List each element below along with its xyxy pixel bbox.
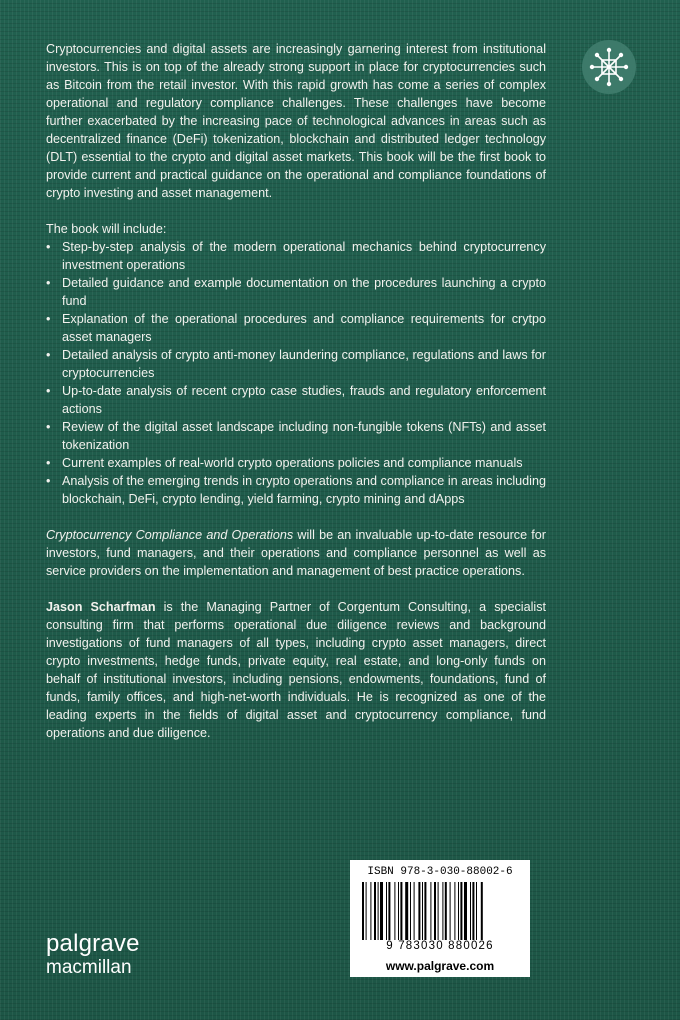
barcode-bar: [410, 882, 411, 940]
barcode-bar: [476, 882, 477, 940]
barcode-bar: [454, 882, 455, 940]
list-item: • Step-by-step analysis of the modern operational mechanics behind cryptocurrency investment operations: [62, 238, 546, 274]
barcode-bar: [414, 882, 415, 940]
barcode-number: 9 783030 880026: [386, 940, 494, 952]
publisher-logo-line1: palgrave: [46, 930, 140, 957]
barcode-bar: [445, 882, 447, 940]
publisher-logo-line2: macmillan: [46, 957, 132, 978]
barcode-bar: [458, 882, 459, 940]
barcode-bar: [438, 882, 439, 940]
barcode-bar: [380, 882, 383, 940]
barcode-bar: [464, 882, 467, 940]
barcode-bar: [424, 882, 426, 940]
barcode-bar: [422, 882, 423, 940]
summary-text: will be an invaluable up-to-date resource for investors, fund managers, and their operations and compliance personnel as well as service providers on the implementation and management of best practice operations.: [46, 528, 546, 578]
barcode-bar: [370, 882, 371, 940]
barcode-bar: [405, 882, 408, 940]
isbn-label: ISBN 978-3-030-88002-6: [367, 866, 513, 878]
barcode-bar: [400, 882, 402, 940]
publisher-logo: [46, 932, 140, 977]
barcode-bar: [430, 882, 431, 940]
list-item: • Current examples of real-world crypto operations policies and compliance manuals: [62, 454, 546, 472]
list-item: • Explanation of the operational procedures and compliance requirements for crytpo asset managers: [62, 310, 546, 346]
barcode-bar: [481, 882, 483, 940]
author-name: Jason Scharfman: [46, 600, 156, 614]
author-bio: is the Managing Partner of Corgentum Consulting, a specialist consulting firm that performs operational due diligence reviews and background investigations of fund managers of all types, including crypto asset managers, direct crypto investments, hedge funds, private equity, real estate, and long-only funds on behalf of institutional investors, including pensions, endowments, foundations, fund of funds, family offices, and high-net-worth individuals. He is recognized as one of the leading experts in the fields of digital asset and cryptocurrency compliance, fund operations and due diligence.: [46, 600, 546, 740]
intro-paragraph: Cryptocurrencies and digital assets are increasingly garnering interest from institutional investors. This is on top of the already strong support in place for cryptocurrencies such as Bitcoin from the retail investor. With this rapid growth has come a series of complex operational and regulatory compliance challenges. These challenges have become further exacerbated by the increasing pace of technological advances in areas such as decentralized finance (DeFi) tokenization, blockchain and distributed ledger technology (DLT) essential to the crypto and digital asset markets. This book will be the first book to provide current and practical guidance on the operational and compliance foundations of crypto investing and asset management.: [46, 42, 546, 200]
list-item: • Review of the digital asset landscape including non-fungible tokens (NFTs) and asset tokenization: [62, 418, 546, 454]
barcode-bar: [386, 882, 387, 940]
back-cover-text: [46, 40, 546, 760]
feature-list: [46, 238, 546, 508]
barcode-bar: [398, 882, 399, 940]
publisher-website: www.palgrave.com: [350, 955, 530, 977]
list-item: • Detailed guidance and example documentation on the procedures launching a crypto fund: [62, 274, 546, 310]
barcode-bar: [374, 882, 376, 940]
barcode-panel: [350, 860, 530, 962]
list-item: • Analysis of the emerging trends in crypto operations and compliance in areas including blockchain, DeFi, crypto lending, yield farming, crypto mining and dApps: [62, 472, 546, 508]
author-paragraph: [46, 598, 546, 742]
barcode-bar: [472, 882, 474, 940]
barcode-icon: [362, 882, 518, 940]
barcode-bar: [434, 882, 436, 940]
barcode-bar: [460, 882, 462, 940]
barcode-bar: [378, 882, 379, 940]
list-item: • Detailed analysis of crypto anti-money laundering compliance, regulations and laws for cryptocurrencies: [62, 346, 546, 382]
barcode-bar: [366, 882, 367, 940]
book-title: Cryptocurrency Compliance and Operations: [46, 528, 294, 542]
barcode-bar: [470, 882, 471, 940]
barcode-bar: [388, 882, 390, 940]
summary-paragraph: [46, 526, 546, 580]
list-item: • Up-to-date analysis of recent crypto case studies, frauds and regulatory enforcement actions: [62, 382, 546, 418]
barcode-bar: [394, 882, 395, 940]
barcode-bar: [362, 882, 364, 940]
network-nodes-icon: [582, 40, 636, 94]
barcode-bar: [418, 882, 420, 940]
include-heading: The book will include:: [46, 222, 167, 236]
barcode-bar: [450, 882, 451, 940]
barcode-bar: [442, 882, 443, 940]
